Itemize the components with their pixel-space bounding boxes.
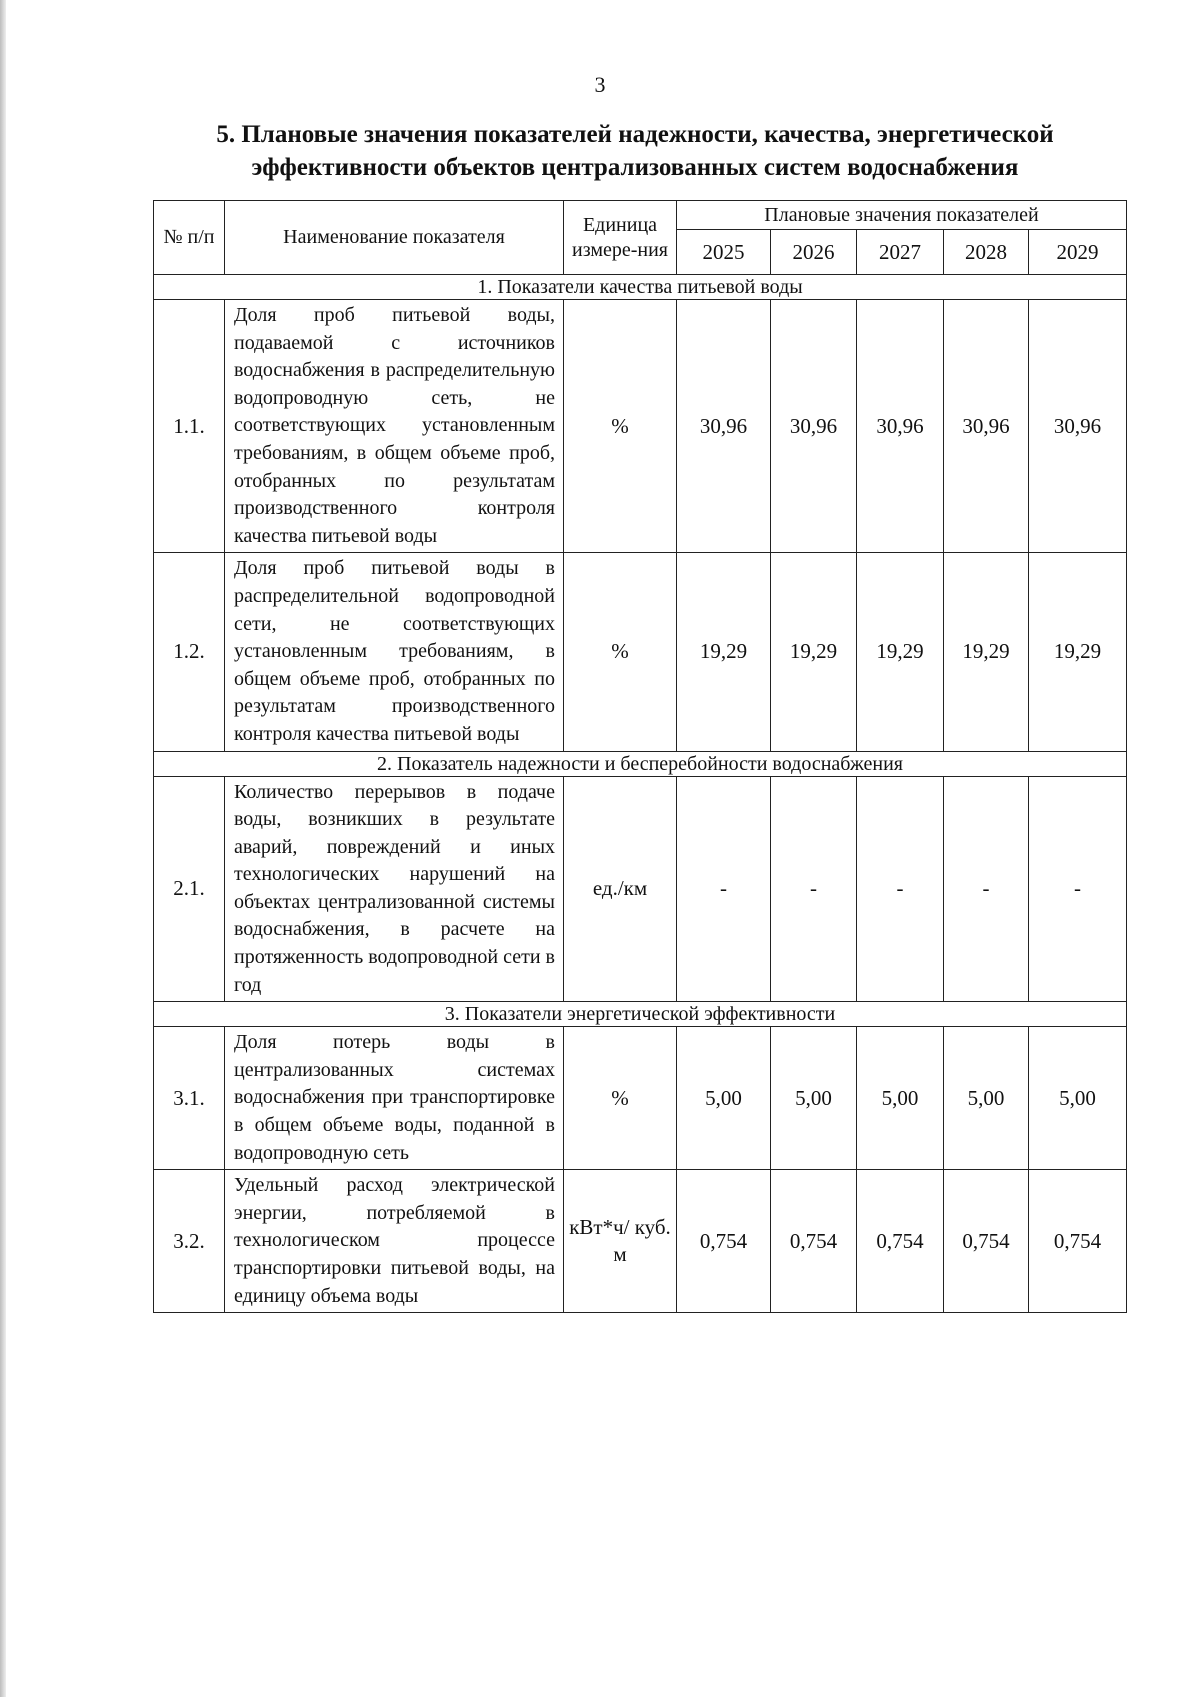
- row-value: 0,754: [857, 1170, 944, 1313]
- table-row: [154, 776, 1127, 1002]
- row-value: 30,96: [857, 300, 944, 553]
- row-value: -: [1029, 776, 1127, 1002]
- row-value: 5,00: [1029, 1027, 1127, 1170]
- page-title: 5. Плановые значения показателей надежности, качества, энергетической эффективности объектов централизованных систем водоснабжения: [216, 121, 1054, 181]
- row-value: 19,29: [1029, 553, 1127, 751]
- row-name: Доля проб питьевой воды в распределительной водопроводной сети, не соответствующих установленным требованиям, в общем объеме проб, отобранных по результатам производственного контроля качества питьевой воды: [225, 553, 564, 751]
- row-value: 19,29: [944, 553, 1029, 751]
- row-value: 19,29: [771, 553, 857, 751]
- row-unit: %: [564, 553, 677, 751]
- row-value: -: [944, 776, 1029, 1002]
- header-num: № п/п: [154, 201, 225, 275]
- row-name: Удельный расход электрической энергии, потребляемой в технологическом процессе транспортировки питьевой воды, на единицу объема воды: [225, 1170, 564, 1313]
- section-title: 1. Показатели качества питьевой воды: [154, 275, 1127, 300]
- header-unit: Единица измере-ния: [564, 201, 677, 275]
- header-year: 2029: [1029, 230, 1127, 275]
- row-value: 5,00: [677, 1027, 771, 1170]
- section-row: [154, 1002, 1127, 1027]
- table-row: [154, 1027, 1127, 1170]
- page-number: 3: [594, 72, 606, 97]
- row-value: 0,754: [1029, 1170, 1127, 1313]
- row-unit: %: [564, 1027, 677, 1170]
- table-row: [154, 300, 1127, 553]
- table-row: [154, 1170, 1127, 1313]
- header-year: 2028: [944, 230, 1029, 275]
- row-name: Доля потерь воды в централизованных системах водоснабжения при транспортировке в общем объеме воды, поданной в водопроводную сеть: [225, 1027, 564, 1170]
- row-number: 3.1.: [154, 1027, 225, 1170]
- row-number: 3.2.: [154, 1170, 225, 1313]
- row-value: 0,754: [944, 1170, 1029, 1313]
- indicators-table: [153, 200, 1127, 1313]
- scan-edge: [0, 0, 6, 1697]
- row-value: -: [677, 776, 771, 1002]
- table-row: [154, 553, 1127, 751]
- section-row: [154, 751, 1127, 776]
- row-number: 2.1.: [154, 776, 225, 1002]
- row-value: 0,754: [677, 1170, 771, 1313]
- section-row: [154, 275, 1127, 300]
- section-title: 2. Показатель надежности и бесперебойности водоснабжения: [154, 751, 1127, 776]
- row-value: 5,00: [857, 1027, 944, 1170]
- row-value: -: [857, 776, 944, 1002]
- row-value: 5,00: [771, 1027, 857, 1170]
- row-unit: ед./км: [564, 776, 677, 1002]
- row-name: Количество перерывов в подаче воды, возникших в результате аварий, повреждений и иных технологических нарушений на объектах централизованной системы водоснабжения, в расчете на протяженность водопроводной сети в год: [225, 776, 564, 1002]
- row-value: 0,754: [771, 1170, 857, 1313]
- header-year: 2026: [771, 230, 857, 275]
- section-title: 3. Показатели энергетической эффективности: [154, 1002, 1127, 1027]
- row-value: -: [771, 776, 857, 1002]
- row-name: Доля проб питьевой воды, подаваемой с источников водоснабжения в распределительную водопроводную сеть, не соответствующих установленным требованиям, в общем объеме проб, отобранных по результатам производственного контроля качества питьевой воды: [225, 300, 564, 553]
- row-value: 30,96: [677, 300, 771, 553]
- row-value: 19,29: [677, 553, 771, 751]
- header-year: 2027: [857, 230, 944, 275]
- row-unit: %: [564, 300, 677, 553]
- header-name: Наименование показателя: [225, 201, 564, 275]
- row-number: 1.1.: [154, 300, 225, 553]
- row-number: 1.2.: [154, 553, 225, 751]
- row-unit: кВт*ч/ куб. м: [564, 1170, 677, 1313]
- row-value: 30,96: [1029, 300, 1127, 553]
- header-year: 2025: [677, 230, 771, 275]
- row-value: 19,29: [857, 553, 944, 751]
- row-value: 30,96: [771, 300, 857, 553]
- row-value: 5,00: [944, 1027, 1029, 1170]
- header-planned: Плановые значения показателей: [677, 201, 1127, 230]
- row-value: 30,96: [944, 300, 1029, 553]
